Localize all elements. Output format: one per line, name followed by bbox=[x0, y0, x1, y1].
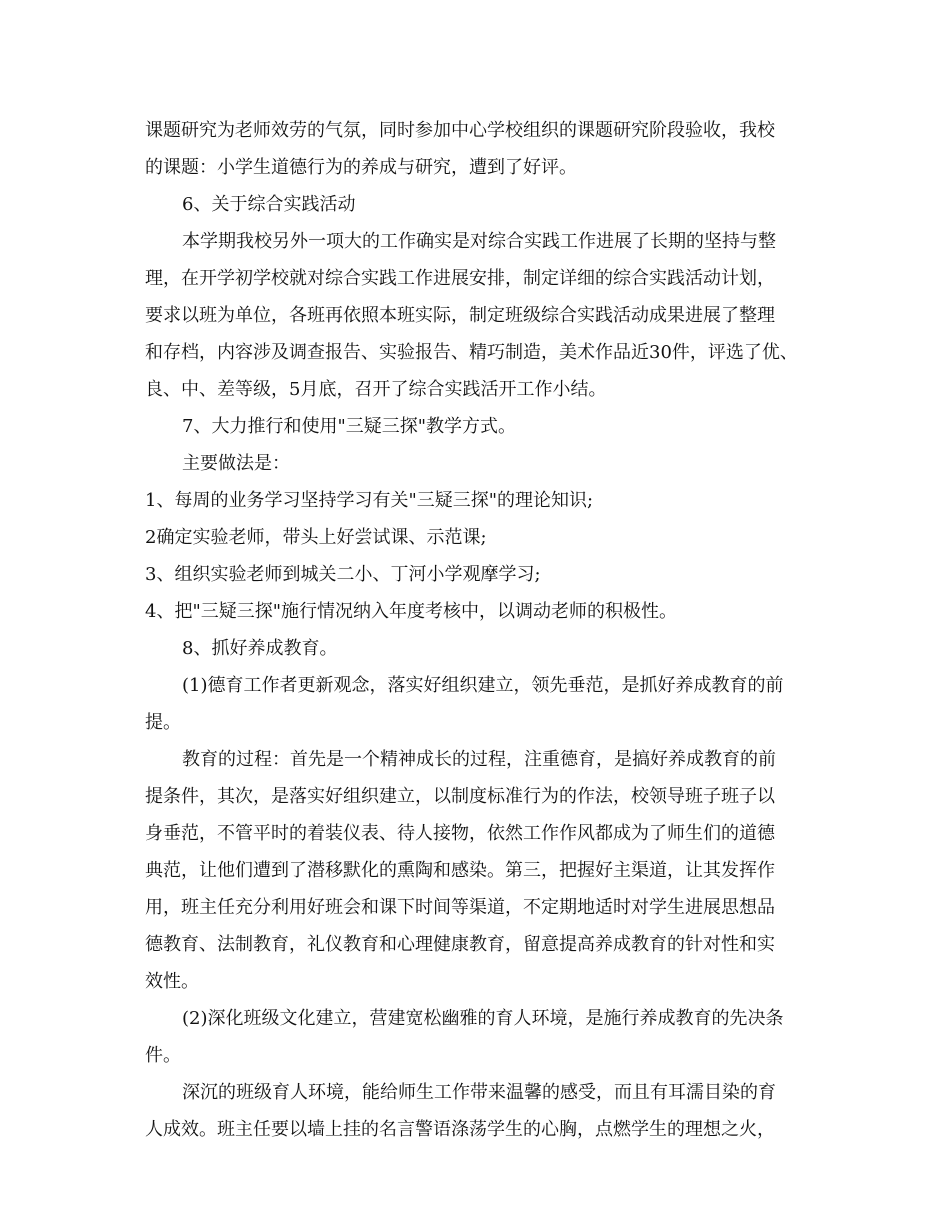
text-line: 提。 bbox=[145, 712, 181, 733]
text-line: 用，班主任充分利用好班会和课下时间等渠道，不定期地适时对学生进展思想品 bbox=[145, 897, 775, 918]
text-line: 和存档，内容涉及调查报告、实验报告、精巧制造，美术作品近30件，评选了优、 bbox=[145, 342, 798, 363]
text-line: 的课题：小学生道德行为的养成与研究，遭到了好评。 bbox=[145, 157, 577, 178]
section-heading: 6、关于综合实践活动 bbox=[182, 194, 356, 215]
list-item: 3、组织实验老师到城关二小、丁河小学观摩学习; bbox=[145, 564, 541, 585]
text-line: 身垂范，不管平时的着装仪表、待人接物，依然工作作风都成为了师生们的道德 bbox=[145, 823, 775, 844]
text-line: 件。 bbox=[145, 1045, 181, 1066]
text-line: 提条件，其次，是落实好组织建立，以制度标准行为的作法，校领导班子班子以 bbox=[145, 786, 775, 807]
section-heading: 7、大力推行和使用"三疑三探"教学方式。 bbox=[182, 416, 517, 437]
text-line: 主要做法是： bbox=[182, 453, 290, 474]
list-item: 2确定实验老师，带头上好尝试课、示范课; bbox=[145, 527, 487, 548]
text-line: 本学期我校另外一项大的工作确实是对综合实践工作进展了长期的坚持与整 bbox=[182, 231, 776, 252]
list-item: 4、把"三疑三探"施行情况纳入年度考核中，以调动老师的积极性。 bbox=[145, 601, 678, 622]
text-line: 德教育、法制教育，礼仪教育和心理健康教育，留意提高养成教育的针对性和实 bbox=[145, 934, 775, 955]
list-item: 1、每周的业务学习坚持学习有关"三疑三探"的理论知识; bbox=[145, 490, 594, 511]
text-line: 人成效。班主任要以墙上挂的名言警语涤荡学生的心胸，点燃学生的理想之火， bbox=[145, 1119, 775, 1140]
text-line: (1)德育工作者更新观念，落实好组织建立，领先垂范，是抓好养成教育的前 bbox=[182, 675, 784, 696]
text-line: 典范，让他们遭到了潜移默化的熏陶和感染。第三，把握好主渠道，让其发挥作 bbox=[145, 860, 775, 881]
text-line: 课题研究为老师效劳的气氛，同时参加中心学校组织的课题研究阶段验收，我校 bbox=[145, 120, 775, 141]
text-line: 良、中、差等级，5月底，召开了综合实践活开工作小结。 bbox=[145, 379, 607, 400]
text-line: 效性。 bbox=[145, 971, 199, 992]
text-line: (2)深化班级文化建立，营建宽松幽雅的育人环境，是施行养成教育的先决条 bbox=[182, 1008, 784, 1029]
text-line: 要求以班为单位，各班再依照本班实际，制定班级综合实践活动成果进展了整理 bbox=[145, 305, 775, 326]
text-line: 深沉的班级育人环境，能给师生工作带来温馨的感受，而且有耳濡目染的育 bbox=[182, 1082, 776, 1103]
text-line: 教育的过程：首先是一个精神成长的过程，注重德育，是搞好养成教育的前 bbox=[182, 749, 776, 770]
section-heading: 8、抓好养成教育。 bbox=[182, 638, 338, 659]
text-line: 理，在开学初学校就对综合实践工作进展安排，制定详细的综合实践活动计划， bbox=[145, 268, 775, 289]
